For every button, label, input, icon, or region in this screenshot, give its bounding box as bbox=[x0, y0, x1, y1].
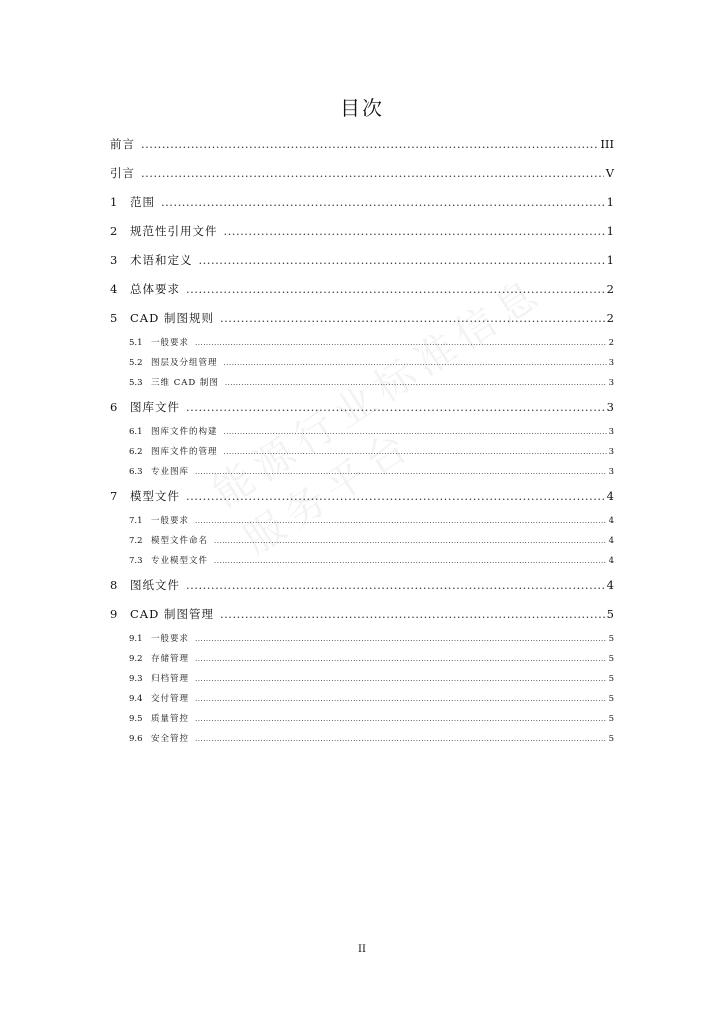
toc-entry[interactable] bbox=[110, 188, 614, 217]
toc-entry-number: 2 bbox=[110, 224, 118, 238]
toc-leader-dots bbox=[220, 600, 605, 629]
toc-entry-number: 5.2 bbox=[129, 358, 143, 368]
toc-leader-dots bbox=[195, 669, 607, 689]
toc-entry[interactable] bbox=[110, 246, 614, 275]
toc-entry-label: 模型文件命名 bbox=[151, 536, 209, 546]
toc-entry-page: 4 bbox=[608, 516, 614, 526]
toc-entry[interactable] bbox=[110, 373, 614, 393]
toc-entry[interactable] bbox=[110, 393, 614, 422]
toc-entry-label: 质量管控 bbox=[151, 714, 190, 724]
toc-entry-page: 5 bbox=[606, 607, 614, 621]
toc-entry[interactable] bbox=[110, 422, 614, 442]
toc-entry-page: V bbox=[605, 166, 614, 180]
toc-entry-page: 3 bbox=[608, 378, 614, 388]
toc-entry-label: 引言 bbox=[110, 166, 135, 180]
toc-leader-dots bbox=[195, 333, 607, 353]
toc-leader-dots bbox=[186, 393, 605, 422]
toc-entry-number: 6 bbox=[110, 400, 118, 414]
toc-entry-page: 5 bbox=[608, 654, 614, 664]
toc-entry-page: 1 bbox=[606, 224, 614, 238]
toc-leader-dots bbox=[224, 353, 607, 373]
toc-entry-number: 5.1 bbox=[129, 338, 143, 348]
toc-entry-number: 6.3 bbox=[129, 467, 143, 477]
table-of-contents bbox=[110, 130, 614, 749]
toc-entry[interactable] bbox=[110, 551, 614, 571]
toc-entry-number: 8 bbox=[110, 578, 118, 592]
toc-entry-label: CAD 制图规则 bbox=[130, 311, 214, 325]
toc-leader-dots bbox=[225, 373, 607, 393]
toc-entry-page: 1 bbox=[606, 195, 614, 209]
toc-entry-number: 5 bbox=[110, 311, 118, 325]
toc-entry-number: 7.1 bbox=[129, 516, 143, 526]
toc-leader-dots bbox=[195, 729, 607, 749]
toc-entry-page: 5 bbox=[608, 714, 614, 724]
toc-entry-number: 6.1 bbox=[129, 427, 143, 437]
toc-entry-page: 3 bbox=[608, 467, 614, 477]
toc-leader-dots bbox=[224, 442, 607, 462]
toc-entry-page: 5 bbox=[608, 734, 614, 744]
toc-entry[interactable] bbox=[110, 709, 614, 729]
toc-entry-label: 交付管理 bbox=[151, 694, 190, 704]
page-title: 目次 bbox=[340, 96, 384, 120]
toc-entry-page: 3 bbox=[608, 427, 614, 437]
toc-leader-dots bbox=[186, 571, 605, 600]
toc-entry[interactable] bbox=[110, 571, 614, 600]
toc-entry[interactable] bbox=[110, 729, 614, 749]
toc-entry-label: 模型文件 bbox=[130, 489, 180, 503]
toc-entry-number: 9.5 bbox=[129, 714, 143, 724]
toc-entry-page: 5 bbox=[608, 694, 614, 704]
toc-leader-dots bbox=[141, 159, 604, 188]
toc-entry-number: 1 bbox=[110, 195, 118, 209]
toc-leader-dots bbox=[224, 422, 607, 442]
toc-leader-dots bbox=[195, 511, 607, 531]
toc-entry[interactable] bbox=[110, 333, 614, 353]
toc-entry-page: 2 bbox=[606, 311, 614, 325]
toc-entry[interactable] bbox=[110, 442, 614, 462]
toc-entry-label: 存储管理 bbox=[151, 654, 190, 664]
toc-leader-dots bbox=[186, 275, 605, 304]
toc-leader-dots bbox=[195, 629, 607, 649]
toc-entry-number: 9.3 bbox=[129, 674, 143, 684]
toc-entry-label: 范围 bbox=[130, 195, 155, 209]
toc-entry-label: CAD 制图管理 bbox=[130, 607, 214, 621]
toc-entry[interactable] bbox=[110, 353, 614, 373]
toc-entry-number: 7.3 bbox=[129, 556, 143, 566]
toc-entry-number: 9.1 bbox=[129, 634, 143, 644]
toc-leader-dots bbox=[195, 709, 607, 729]
toc-leader-dots bbox=[224, 217, 605, 246]
toc-entry-label: 安全管控 bbox=[151, 734, 190, 744]
toc-entry-label: 规范性引用文件 bbox=[130, 224, 218, 238]
toc-leader-dots bbox=[214, 531, 607, 551]
toc-leader-dots bbox=[195, 649, 607, 669]
toc-entry[interactable] bbox=[110, 689, 614, 709]
toc-entry[interactable] bbox=[110, 649, 614, 669]
toc-entry-label: 图库文件的构建 bbox=[151, 427, 218, 437]
toc-entry-page: 3 bbox=[608, 447, 614, 457]
toc-entry-number: 9.4 bbox=[129, 694, 143, 704]
toc-entry-number: 9.2 bbox=[129, 654, 143, 664]
toc-entry-page: 4 bbox=[608, 536, 614, 546]
toc-entry[interactable] bbox=[110, 159, 614, 188]
toc-entry-page: 2 bbox=[608, 338, 614, 348]
toc-leader-dots bbox=[186, 482, 605, 511]
toc-entry-label: 图层及分组管理 bbox=[151, 358, 218, 368]
toc-entry-label: 一般要求 bbox=[151, 516, 190, 526]
toc-entry-label: 总体要求 bbox=[130, 282, 180, 296]
toc-entry[interactable] bbox=[110, 669, 614, 689]
toc-entry-number: 9 bbox=[110, 607, 118, 621]
toc-entry-label: 一般要求 bbox=[151, 634, 190, 644]
toc-entry-page: 4 bbox=[606, 578, 614, 592]
watermark: 能源行业标准信息服务平台 bbox=[204, 268, 553, 564]
toc-entry-label: 专业图库 bbox=[151, 467, 190, 477]
toc-entry-label: 归档管理 bbox=[151, 674, 190, 684]
toc-leader-dots bbox=[214, 551, 607, 571]
toc-entry-label: 图库文件的管理 bbox=[151, 447, 218, 457]
toc-entry-page: 3 bbox=[608, 358, 614, 368]
toc-entry[interactable] bbox=[110, 629, 614, 649]
toc-entry-label: 前言 bbox=[110, 137, 135, 151]
toc-entry-page: 2 bbox=[606, 282, 614, 296]
toc-entry[interactable] bbox=[110, 462, 614, 482]
toc-leader-dots bbox=[220, 304, 605, 333]
toc-leader-dots bbox=[195, 689, 607, 709]
toc-entry[interactable] bbox=[110, 600, 614, 629]
toc-entry[interactable] bbox=[110, 275, 614, 304]
toc-entry-page: 1 bbox=[606, 253, 614, 267]
toc-entry-number: 3 bbox=[110, 253, 118, 267]
toc-entry-label: 图库文件 bbox=[130, 400, 180, 414]
toc-entry[interactable] bbox=[110, 511, 614, 531]
toc-entry-page: 4 bbox=[608, 556, 614, 566]
toc-entry[interactable] bbox=[110, 217, 614, 246]
toc-entry-page: 5 bbox=[608, 634, 614, 644]
toc-entry-number: 5.3 bbox=[129, 378, 143, 388]
toc-entry[interactable] bbox=[110, 531, 614, 551]
toc-entry-number: 7.2 bbox=[129, 536, 143, 546]
toc-entry-number: 4 bbox=[110, 282, 118, 296]
toc-entry-page: 4 bbox=[606, 489, 614, 503]
toc-entry-number: 6.2 bbox=[129, 447, 143, 457]
toc-entry-label: 专业模型文件 bbox=[151, 556, 209, 566]
toc-entry-number: 7 bbox=[110, 489, 118, 503]
toc-entry-label: 术语和定义 bbox=[130, 253, 193, 267]
toc-entry-page: 5 bbox=[608, 674, 614, 684]
toc-entry[interactable] bbox=[110, 482, 614, 511]
toc-leader-dots bbox=[141, 130, 598, 159]
toc-entry-number: 9.6 bbox=[129, 734, 143, 744]
toc-entry-label: 三维 CAD 制图 bbox=[151, 378, 219, 388]
toc-leader-dots bbox=[199, 246, 605, 275]
toc-entry-page: III bbox=[600, 137, 614, 151]
toc-entry-page: 3 bbox=[606, 400, 614, 414]
toc-entry[interactable] bbox=[110, 304, 614, 333]
toc-entry[interactable] bbox=[110, 130, 614, 159]
toc-leader-dots bbox=[195, 462, 607, 482]
page-number-footer: II bbox=[358, 944, 366, 955]
toc-entry-label: 图纸文件 bbox=[130, 578, 180, 592]
toc-entry-label: 一般要求 bbox=[151, 338, 190, 348]
toc-leader-dots bbox=[161, 188, 605, 217]
